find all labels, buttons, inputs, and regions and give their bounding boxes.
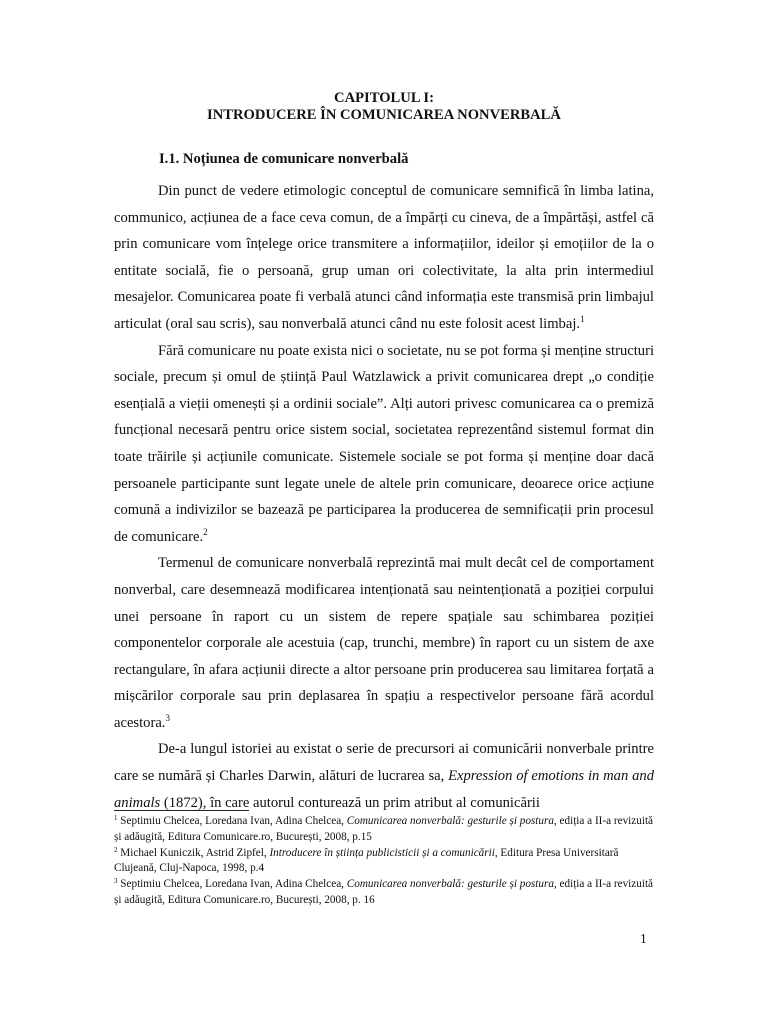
footnote-title: Comunicarea nonverbală: gesturile și postura, xyxy=(346,815,557,827)
footnote-title: Introducere în știința publicisticii și a comunicării xyxy=(269,846,495,859)
paragraph xyxy=(114,736,654,816)
footnote-reference[interactable]: 2 xyxy=(203,526,208,537)
footnote-reference[interactable]: 1 xyxy=(580,313,585,324)
footnote-text: ediția a II-a revizuită și adăugită, Editura Comunicare.ro, București, 2008, p. 16 xyxy=(114,878,654,906)
chapter-number: CAPITOLUL I: xyxy=(334,90,434,106)
paragraph-text: (1872), în care autorul conturează un prim atribut al comunicării xyxy=(160,794,540,811)
section-heading: I.1. Noțiunea de comunicare nonverbală xyxy=(159,151,409,167)
footnote-number: 1 xyxy=(114,814,118,822)
footnote-text: Septimiu Chelcea, Loredana Ivan, Adina Chelcea, xyxy=(120,878,347,891)
paragraph-text: Din punct de vedere etimologic conceptul de comunicare semnifică în limba latina, communico, acțiunea de a face ceva comun, de a împărți cu cineva, de a împărtăși, astfel că prin comunicare vom înțelege orice transmitere a informațiilor, ideilor și emoțiilor de la o entitate socială, fie o persoană, grup uman ori colectivitate, la alta prin intermediul mesajelor. Comunicarea poate fi verbală atunci când informația este transmisă prin limbajul articulat (oral sau scris), sau nonverbală atunci când nu este folosit acest limbaj. xyxy=(114,183,654,332)
chapter-heading xyxy=(114,90,654,124)
footnote-text: Michael Kuniczik, Astrid Zipfel, xyxy=(120,846,270,859)
paragraph xyxy=(114,338,654,551)
page-number: 1 xyxy=(640,931,647,946)
paragraph-text: De-a lungul istoriei au existat o serie de precursori ai comunicării nonverbale printre care se numără și Charles Darwin, alături de lucrarea sa, xyxy=(114,741,654,785)
footnote-reference[interactable]: 3 xyxy=(165,712,170,723)
paragraph xyxy=(114,178,654,338)
footnote xyxy=(114,846,659,878)
footnote xyxy=(114,814,659,846)
footnote-text: Septimiu Chelcea, Loredana Ivan, Adina Chelcea, xyxy=(120,815,347,827)
body-text xyxy=(114,178,654,816)
footnote xyxy=(114,877,659,909)
footnote-title: Comunicarea nonverbală: gesturile și postura, xyxy=(346,878,557,891)
footnote-separator xyxy=(114,810,249,811)
footnote-number: 3 xyxy=(114,877,118,886)
footnotes xyxy=(114,814,659,909)
paragraph-text: Fără comunicare nu poate exista nici o societate, nu se pot forma și menține structuri sociale, precum și omul de știință Paul Watzlawick a privit comunicarea drept „o condiție esențială a vieții omenești și a ordinii sociale”. Alți autori privesc comunicarea ca o premiză funcțional necesară pentru orice sistem social, societatea reprezentând sistemul format din toate trăirile și acțiunile comunicate. Sistemele sociale se pot forma și menține doar dacă persoanele participante sunt legate unele de altele prin comunicare, deoarece orice acțiune comună a indivizilor se bazează pe participarea la producerea de semnificații prin procesul de comunicare. xyxy=(114,342,654,545)
book-title: Expression of emotions in man and animals xyxy=(114,768,654,811)
footnote-text: , Editura Presa Universitară Clujeană, Cluj-Napoca, 1998, p.4 xyxy=(114,846,619,875)
paragraph-text: Termenul de comunicare nonverbală reprezintă mai mult decât cel de comportament nonverbal, care desemnează modificarea intenționată sau neintenționată a poziției corpului unei persoane în raport cu un sistem de repere spațiale sau schimbarea poziției componentelor corporale ale acestuia (cap, trunchi, membre) în raport cu un sistem de axe rectangulare, în afara acțiunii directe a altor persoane prin producerea sau limitarea forțată a mișcărilor corporale sau prin deplasarea în spațiu a respectivelor persoane fără acordul acestora. xyxy=(114,555,654,731)
chapter-title: INTRODUCERE ÎN COMUNICAREA NONVERBALĂ xyxy=(207,107,561,123)
footnote-number: 2 xyxy=(114,845,118,854)
paragraph xyxy=(114,550,654,736)
footnote-text: ediția a II-a revizuită și adăugită, Editura Comunicare.ro, București, 2008, p.15 xyxy=(114,815,654,843)
